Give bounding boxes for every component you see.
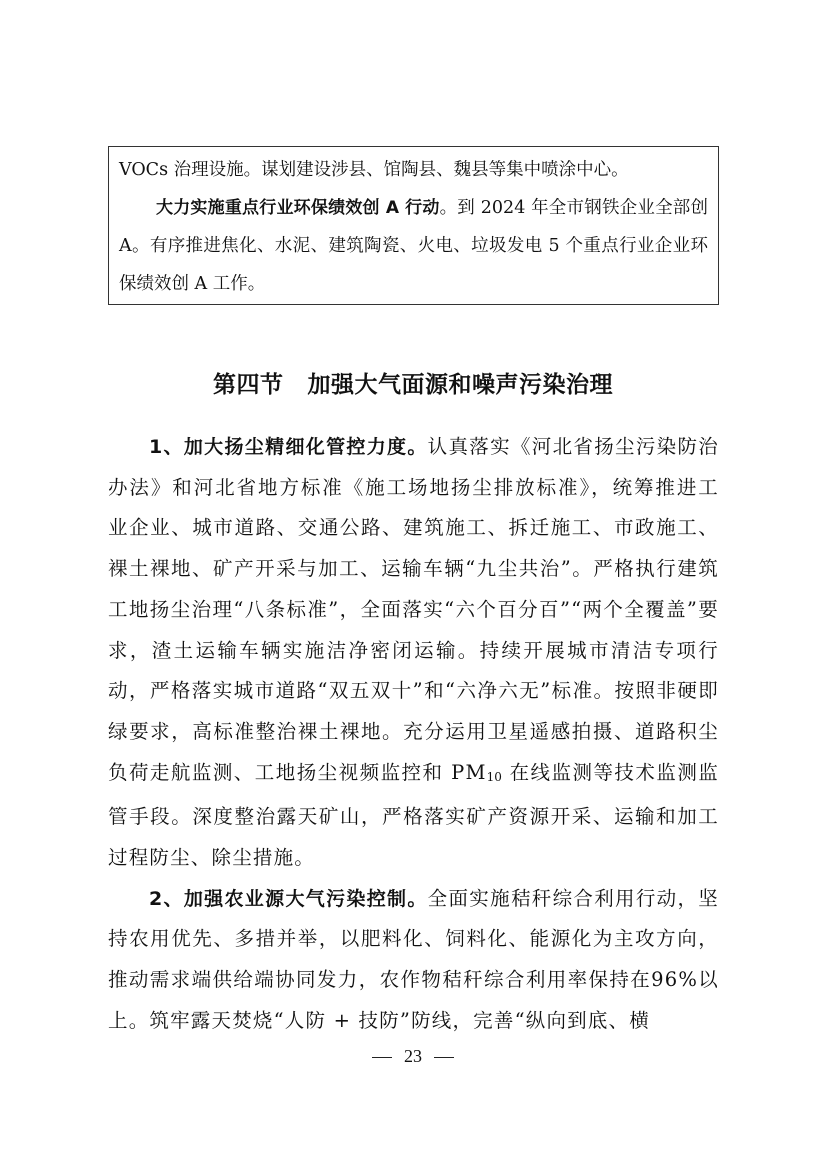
page-number: 23 bbox=[404, 1046, 422, 1066]
paragraph-1-text-a: 认真落实《河北省扬尘污染防治办法》和河北省地方标准《施工场地扬尘排放标准》，统筹推进工业企业、城市道路、交通公路、建筑施工、拆迁施工、市政施工、裸土裸地、矿产开采与加工、运输车辆“九尘共治”。严格执行建筑工地扬尘治理“八条标准”，全面落实“六个百分百”“两个全覆盖”要求，渣土运输车辆实施洁净密闭运输。持续开展城市清洁专项行动，严格落实城市道路“双五双十”和“六净六无”标准。按照非硬即绿要求，高标准整治裸土裸地。充分运用卫星遥感拍摄、道路积尘负荷走航监测、工地扬尘视频监控和 PM bbox=[108, 435, 719, 784]
pm10-subscript: 10 bbox=[486, 769, 502, 784]
footer-left-dash bbox=[372, 1057, 392, 1058]
box-paragraph-2-text: 。到 2024 年全市钢铁企业全部创 A。有序推进焦化、水泥、建筑陶瓷、火电、垃圾发电 5 个重点行业企业环保绩效创 A 工作。 bbox=[119, 198, 708, 294]
footer-right-dash bbox=[434, 1057, 454, 1058]
box-line-1: VOCs 治理设施。谋划建设涉县、馆陶县、魏县等集中喷涂中心。 bbox=[119, 160, 629, 180]
paragraph-1-text-b: 在线监测等技术监测监管手段。深度整治露天矿山，严格落实矿产资源开采、运输和加工过程防尘、除尘措施。 bbox=[108, 760, 719, 870]
paragraph-2-heading: 2、加强农业源大气污染控制。 bbox=[149, 887, 428, 910]
section-title: 加强大气面源和噪声污染治理 bbox=[307, 371, 613, 398]
paragraph-2 bbox=[108, 879, 719, 1042]
box-paragraph-2-heading: 大力实施重点行业环保绩效创 A 行动 bbox=[156, 198, 440, 218]
paragraph-1 bbox=[108, 427, 719, 879]
paragraph-1-heading: 1、加大扬尘精细化管控力度。 bbox=[149, 436, 428, 458]
section-number: 第四节 bbox=[213, 371, 284, 398]
boxed-excerpt bbox=[108, 146, 719, 305]
body-text bbox=[108, 427, 719, 1042]
paragraph-2-text: 全面实施秸秆综合利用行动，坚持农用优先、多措并举，以肥料化、饲料化、能源化为主攻方向，推动需求端供给端协同发力，农作物秸秆综合利用率保持在96%以上。筑牢露天焚烧“人防 + 技防”防线，完善“纵向到底、横 bbox=[108, 886, 719, 1032]
box-paragraph-2 bbox=[119, 189, 708, 303]
section-heading bbox=[0, 366, 826, 399]
page-footer bbox=[0, 1046, 826, 1067]
